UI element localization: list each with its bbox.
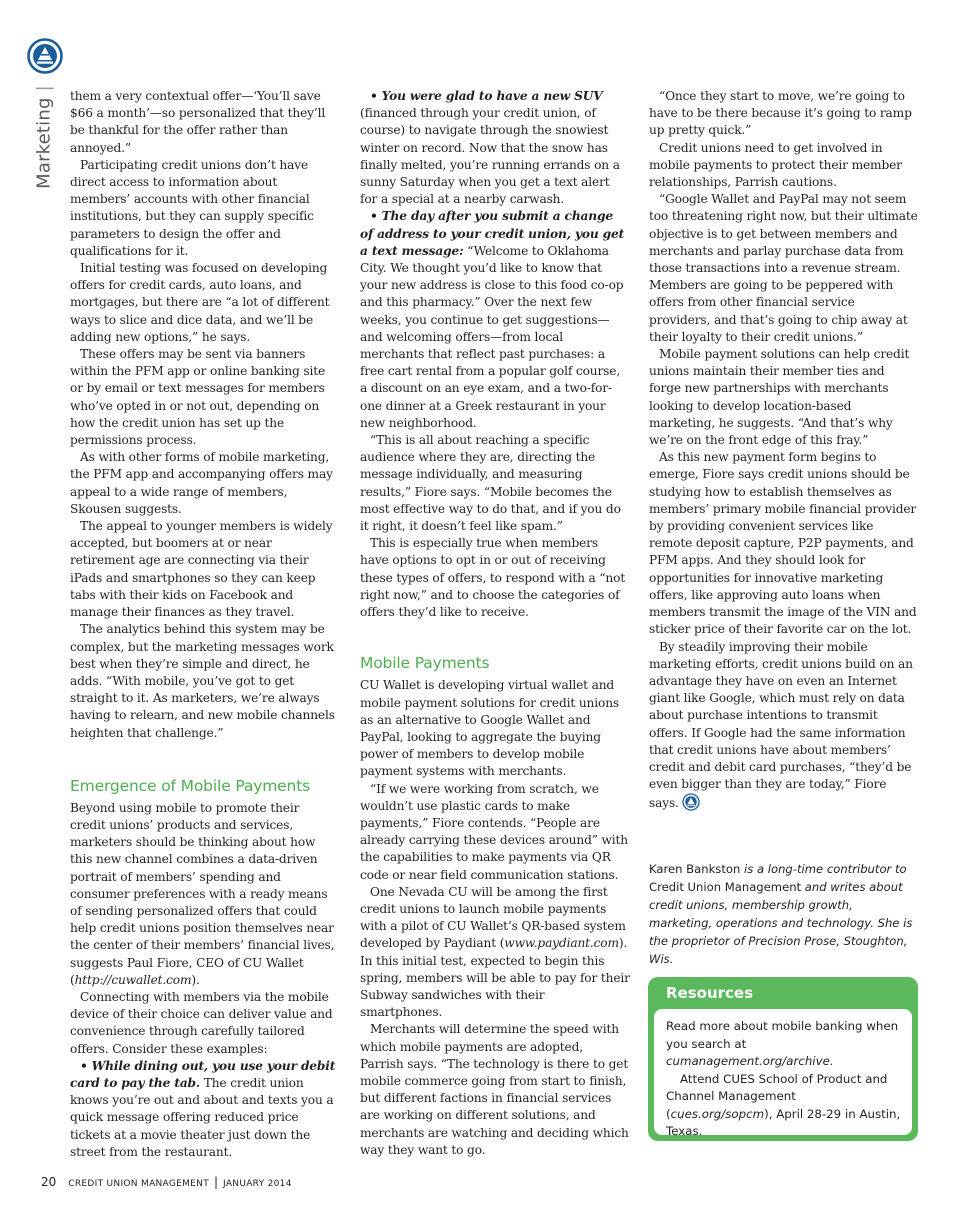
bullet-text: The credit union knows you’re out and about and texts you a quick message offering reduced price tickets at a movie theater just down the street from the restaurant.: [70, 1075, 334, 1159]
bullet-lead: While dining out, you use your debit card to pay the tab.: [70, 1058, 336, 1090]
paragraph: [70, 800, 338, 989]
bullet-dot: •: [370, 89, 378, 103]
bullet-item: [70, 1058, 338, 1161]
paragraph: “This is all about reaching a specific audience where they are, directing the message individually, and measuring results,” Fiore says. “Mobile becomes the most effective way to do that, and if you do it right, it doesn’t feel like spam.”: [360, 433, 621, 534]
paragraph: This is especially true when members have options to opt in or out of receiving these types of offers, to respond with a “not right now,” and to choose the categories of offers they’d like to receive.: [360, 536, 626, 620]
section-tab: [31, 82, 57, 192]
paragraph: The analytics behind this system may be complex, but the marketing messages work best when they’re simple and direct, he adds. “With mobile, you’ve got to get straight to it. As marketers, we’re always having to relearn, and new mobile channels heighten that challenge.”: [70, 622, 335, 740]
paragraph: [649, 639, 919, 813]
paragraph: CU Wallet is developing virtual wallet and mobile payment solutions for credit unions as an alternative to Google Wallet and PayPal, looking to aggregate the buying power of members to develop mobile payment systems with merchants.: [360, 678, 619, 779]
bullet-dot: •: [370, 209, 378, 224]
paragraph-text: ). In this initial test, expected to begin this spring, members will be able to pay for their Subway sandwiches with their smartphones.: [360, 936, 630, 1020]
publication-name: Credit Union Management: [649, 880, 802, 894]
footer-date: JANUARY 2014: [223, 1179, 292, 1189]
subheading-emergence: Emergence of Mobile Payments: [70, 776, 311, 795]
paragraph-text: Beyond using mobile to promote their credit unions’ products and services, marketers should be thinking about how this new channel combines a data-driven portrait of members’ spending and consumer preferences with a ready means of sending personalized offers that could help credit unions position themselves near the center of their members’ financial lives, suggests Paul Fiore, CEO of CU Wallet (: [70, 800, 335, 987]
author-bio: [649, 860, 914, 968]
bullet-text: (financed through your credit union, of course) to navigate through the snowiest winter on record. Now that the snow has finally melted, you’re running errands on a sunny Saturday when you get a text alert for a special at a nearby carwash.: [360, 106, 620, 207]
bio-text: is a long-time contributor to: [740, 862, 907, 876]
bullet-lead: You were glad to have a new SUV: [381, 89, 603, 103]
bullet-text: “Welcome to Oklahoma City. We thought you’d like to know that your new address is close to this food co-op and this pharmacy.” Over the next few weeks, you continue to get suggestions—and welcoming offers—from local merchants that reflect past purchases: a free cart rental from a popular golf course, a discount on an eye exam, and a two-for-one dinner at a Greek restaurant in your new neighborhood.: [360, 243, 624, 430]
bullet-item: [360, 208, 630, 432]
archive-link[interactable]: cumanagement.org/archive: [666, 1054, 830, 1068]
bullet-item: [360, 88, 630, 208]
paragraph: As with other forms of mobile marketing, the PFM app and accompanying offers may appeal to a wide range of members, Skousen suggests.: [70, 450, 333, 516]
bullet-lead: The day after you submit a change of address to your credit union, you get a text message:: [360, 209, 625, 258]
cuwallet-link[interactable]: http://cuwallet.com: [74, 972, 192, 987]
paragraph: Initial testing was focused on developing offers for credit cards, auto loans, and mortgages, but there are “a lot of different ways to slice and dice data, and we’ll be adding new options,” he says.: [70, 261, 330, 344]
paydiant-link[interactable]: www.paydiant.com: [504, 936, 619, 951]
paragraph: Participating credit unions don’t have direct access to information about members’ accounts with other financial institutions, but they can supply specific parameters to design the offer and qualifications for it.: [70, 157, 314, 258]
author-bio-text: [649, 860, 914, 968]
footer-divider: |: [214, 1175, 219, 1189]
author-name: Karen Bankston: [649, 862, 741, 876]
paragraph: As this new payment form begins to emerge, Fiore says credit unions should be studying how to establish themselves as members’ primary mobile financial provider by providing convenient services like remote deposit capture, P2P payments, and PFM apps. And they should look for opportunities for innovative marketing offers, like approving auto loans when members transmit the image of the VIN and sticker price of their favorite car on the lot.: [649, 450, 917, 637]
resources-item: [666, 1018, 902, 1071]
page-footer: [41, 1175, 292, 1189]
resources-item: [666, 1071, 902, 1141]
bullet-dot: •: [80, 1058, 88, 1073]
paragraph-text: By steadily improving their mobile marketing efforts, credit unions build on an advantage they have on even an Internet giant like Google, which must rely on data about purchase intentions to transmit offers. If Google had the same information that credit unions have about members’ credit and debit card purchases, “they’d be even bigger than they are today,” Fiore says.: [649, 639, 913, 811]
paragraph: “Once they start to move, we’re going to have to be there because it’s going to ramp up pretty quick.”: [649, 89, 912, 138]
paragraph: Credit unions need to get involved in mobile payments to protect their member relationships, Parrish cautions.: [649, 140, 902, 190]
paragraph: The appeal to younger members is widely accepted, but boomers at or near retirement age are connecting via their iPads and smartphones so they can keep tabs with their kids on Facebook and manage their finances as they travel.: [70, 519, 333, 620]
paragraph: “Google Wallet and PayPal may not seem too threatening right now, but their ultimate objective is to get between members and merchants and parlay purchase data from those transactions into a revenue stream. Members are going to be peppered with offers from other financial service providers, and that’s going to chip away at their loyalty to their credit unions.”: [649, 192, 918, 344]
resources-text: Attend CUES School of Product and Channel Management (: [666, 1071, 888, 1121]
paragraph: “If we were working from scratch, we wouldn’t use plastic cards to make payments,” Fiore contends. “People are already carrying these devices around” with the capabilities to make payments via QR code or near field communication stations.: [360, 781, 629, 882]
article-column-3: [649, 88, 919, 813]
section-label: [34, 85, 55, 189]
resources-text: ), April 28-29 in Austin, Texas.: [666, 1106, 901, 1138]
bio-text: and writes about credit unions, membership growth, marketing, operations and technology. She is the proprietor of Precision Prose, Stoughton, Wis.: [649, 880, 913, 966]
resources-body: [654, 1009, 912, 1138]
paragraph: Merchants will determine the speed with which mobile payments are adopted, Parrish says. “The technology is there to get mobile commerce going from start to finish, but different factions in financial services are working on different solutions, and merchants are watching and deciding which way they want to go.: [360, 1022, 629, 1157]
resources-text: Read more about mobile banking when you search at: [666, 1019, 899, 1051]
paragraph-text: One Nevada CU will be among the first credit unions to launch mobile payments with a pilot of CU Wallet’s QR-based system developed by Paydiant (: [360, 884, 626, 951]
footer-publication: CREDIT UNION MANAGEMENT: [68, 1179, 209, 1189]
resources-box: [648, 977, 918, 1141]
section-label-text: Marketing: [33, 97, 55, 189]
paragraph: These offers may be sent via banners within the PFM app or online banking site or by email or text messages for members who’ve opted in or not out, depending on how the credit union has set up the permissions process.: [70, 347, 326, 448]
cues-end-mark-icon: [682, 793, 700, 811]
cues-logo-icon: [27, 38, 63, 74]
article-column-1: [70, 88, 338, 1161]
paragraph: Connecting with members via the mobile device of their choice can deliver value and convenience through carefully tailored offers. Consider these examples:: [70, 989, 333, 1056]
article-column-2: [360, 88, 630, 1159]
subheading-mobile-payments: Mobile Payments: [360, 654, 490, 673]
paragraph-text: ).: [191, 972, 200, 987]
sopcm-link[interactable]: cues.org/sopcm: [670, 1106, 765, 1121]
section-divider: |: [33, 85, 55, 92]
paragraph: them a very contextual offer—‘You’ll save $66 a month’—so personalized that they’ll be thankful for the offer rather than annoyed.”: [70, 89, 326, 155]
paragraph: [360, 884, 630, 1022]
resources-title: Resources: [666, 984, 754, 1002]
paragraph: Mobile payment solutions can help credit unions maintain their member ties and forge new partnerships with merchants looking to develop location-based marketing, he suggests. “And that’s why we’re on the front edge of this fray.”: [649, 347, 910, 448]
page-number: 20: [41, 1175, 57, 1189]
resources-text: .: [829, 1054, 834, 1068]
